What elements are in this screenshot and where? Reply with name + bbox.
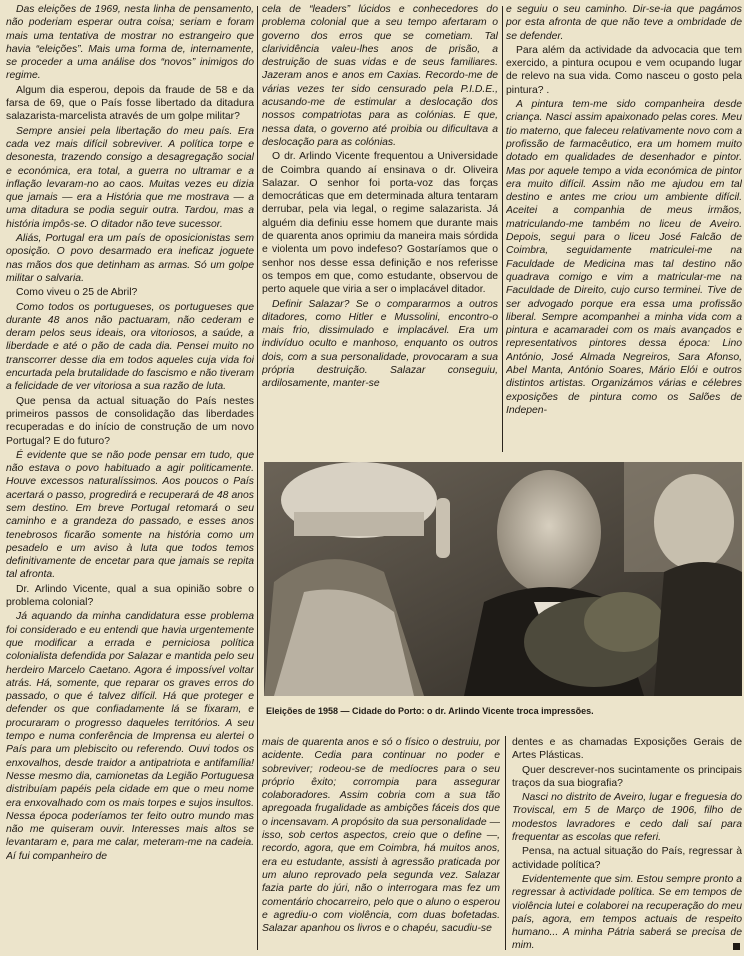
- interview-question: Algum dia esperou, depois da fraude de 58 e da farsa de 69, que o País fosse libertado da ditadura salazarista-marcelista através de um golpe militar?: [6, 84, 254, 123]
- end-mark: [733, 943, 740, 950]
- interview-answer: cela de “leaders” lúcidos e conhecedores do problema colonial que a seu tempo afertaram o governo dos erros que se cometiam. Tal clarividência valeu-lhes anos de prisão, a destruição de suas vidas e de seus familiares. Jazeram anos e anos em Caxias. Recordo-me de várias vezes ter sido censurado pela P.I.D.E., acusando-me de estimular a deslocação dos nossos compatriotas para as colónias. E que, nessa data, o governo até proibia ou dificultava a deslocação para as colónias.: [262, 4, 498, 148]
- interview-answer: Definir Salazar? Se o compararmos a outros ditadores, como Hitler e Mussolini, encontro-o mais frio, dissimulado e implacável. Era um indivíduo oculto e manhoso, enquanto os outros dois, com a sua personalidade, provocaram a sua própria destruição. Salazar conseguiu, ardilosamente, manter-se: [262, 298, 498, 390]
- photo-image: [264, 462, 742, 696]
- article-column-3: [506, 3, 742, 455]
- article-column-1: [6, 3, 254, 953]
- interview-answer: Das eleições de 1969, nesta linha de pensamento, não poderiam esperar outra coisa; seriam e foram mais uma tentativa de mostrar no estrangeiro que havia “eleições”. Mais uma forma de, internamente, se proceder a uma análise dos “novos” inimigos do regime.: [6, 4, 254, 82]
- column-divider: [502, 6, 503, 452]
- interview-answer: Já aquando da minha candidatura esse problema foi considerado e eu entendi que havia urgentemente que modificar a errada e perniciosa política colonialista defendida por Salazar e mantida pelo seu herdeiro Marcelo Caetano. Agora é impossível voltar atrás. Há, somente, que reparar os graves erros do passado, o que é talvez difícil. Há que proteger e defender os que confiadamente lá se fixaram, e procuraram o progresso daqueles territórios. A seu tempo e numa conferência de Imprensa eu alertei o País para um plebiscito ou referendo. Ouvi todos os enxovalhos, desde traidor a antipatriota e antifamília! Nesse mesmo dia, camionetas da Legião Portuguesa distribuíam papéis pela cidade em que o meu nome era enxovalhado com os mais torpes e sujos insultos. Nessa época poderíamos ter feito outro mundo mas não me quiseram ouvir. Interesses mais altos se levantaram e, para me calar, meteram-me na cadeia. Aí fui companheiro de: [6, 611, 254, 862]
- article-column-2: [262, 3, 498, 451]
- interview-answer: mais de quarenta anos e só o físico o destruiu, por acidente. Cedia para continuar no poder e sobreviver; rodeou-se de medíocres para o seu próprio êxito; corrompia para assegurar colaboradores. Assim cobria com a sua tão apregoada frugalidade as ambições fáceis dos que o incensavam. A propósito da sua personalidade — isso, sob certos aspectos, creio que o define —, recordo, agora, que em Coimbra, há muitos anos, era eu estudante, assisti à agressão praticada por um aluno reprovado pela segunda vez. Salazar fazia parte do júri, não o interrogara mas fez um comentário chocarreiro, pelo que o aluno o esperou e agrediu-o com violência, com duas bofetadas. Salazar apanhou os livros e o chapéu, sacudiu-se: [262, 737, 500, 935]
- photo-caption: Eleições de 1958 — Cidade do Porto: o dr. Arlindo Vicente troca impressões.: [266, 706, 594, 716]
- interview-question: Para além da actividade da advocacia que tem exercido, a pintura ocupou e vem ocupando lugar de relevo na sua vida. Como nasceu o gosto pela pintura? .: [506, 44, 742, 96]
- interview-question: dentes e as chamadas Exposições Gerais de Artes Plásticas.: [512, 737, 742, 762]
- article-column-3-lower: [512, 736, 742, 954]
- interview-answer: Evidentemente que sim. Estou sempre pronto a regressar à actividade política. Se em tempos de violência lutei e colaborei na recuperação do meu país, agora, em tempos actuais de respeito humano... A minha Pátria saberá se precisa de mim.: [512, 873, 742, 952]
- column-divider: [505, 736, 506, 950]
- interview-question: O dr. Arlindo Vicente frequentou a Universidade de Coimbra quando aí ensinava o dr. Oliveira Salazar. O senhor foi porta-voz das forças democráticas que em determinada altura tentaram derrubar, pela via legal, o regime salazarista. Já alguém dia definiu esse homem que durante mais de quarenta anos oprimiu da maneira mais sórdida e violenta um povo indefeso? Gostaríamos que o senhor nos desse essa definição e nos referisse os tempos em que, como estudante, observou de perto aquele que viria a ser o implacável ditador.: [262, 151, 498, 296]
- interview-answer: Aliás, Portugal era um país de oposicionistas sem oposição. O povo desarmado era ineficaz joguete nas mãos dos que detinham as armas. Só um golpe militar o salvaria.: [6, 233, 254, 284]
- interview-question: Dr. Arlindo Vicente, qual a sua opinião sobre o problema colonial?: [6, 583, 254, 609]
- column-divider: [257, 6, 258, 950]
- interview-question: Quer descrever-nos sucintamente os principais traços da sua biografia?: [512, 764, 742, 789]
- interview-answer: Sempre ansiei pela libertação do meu país. Era cada vez mais difícil sobreviver. A política torpe e desonesta, trazendo consigo a desagregação social e económica, era total, a guerra no ultramar e a inflação levaram-no ao caos. Muitas vezes eu dizia que jamais — era a História que me mostrava — a uma ditadura se podia seguir outra. Tardou, mas a história impôs-se. O ditador não teve sucessor.: [6, 125, 254, 230]
- interview-answer: Como todos os portugueses, os portugueses que durante 48 anos não pactuaram, não cederam e deram pelos seus ideais, ora vitoriosos, a saúde, a liberdade e até o pão de cada dia. Pensei muito no transcorrer desse dia em todos aqueles cuja vida foi encurtada pela brutalidade do fascismo e não tiveram a felicidade de ver vitoriosa a sua razão de luta.: [6, 301, 254, 393]
- interview-question: Que pensa da actual situação do País nestes primeiros passos de consolidação das liberdades recuperadas e do início de construção de um novo Portugal? E do futuro?: [6, 395, 254, 447]
- photo-election-1958: [264, 462, 742, 696]
- interview-answer: e seguiu o seu caminho. Dir-se-ia que pagámos por esta afronta de que não teve a ombridade de se defender.: [506, 4, 742, 42]
- interview-question: Pensa, na actual situação do País, regressar à actividade política?: [512, 846, 742, 871]
- interview-question: Como viveu o 25 de Abril?: [16, 287, 138, 299]
- article-column-2-lower: [262, 736, 500, 954]
- interview-answer: Nasci no distrito de Aveiro, lugar e freguesia do Troviscal, em 5 de Março de 1906, filho de modestos lavradores e cedo dali saí para frequentar as escolas que referi.: [512, 792, 742, 844]
- interview-answer: A pintura tem-me sido companheira desde criança. Nasci assim apaixonado pelas cores. Meu tio materno, que faleceu relativamente novo com a profissão de farmacêutico, era um homem muito dotado em qualidades de desenhador e pintor. Mas por aquele tempo a vida económica de pintor era muito difícil. Assim não me ajudou em tal destino e antes me criou um ambiente difícil. Aceitei a companhia de meus irmãos, matriculando-me também no liceu de Aveiro. Depois, segui para o liceu José Falcão de Coimbra, seguidamente matriculei-me na Faculdade de Medicina mas tal destino não quadrava comigo e vim a matricular-me na Faculdade de Direito, cujo curso terminei. Tive de ser advogado porque era essa uma profissão liberal. Sempre acompanhei a minha vida com a pintura e acamaradei com os mais avançados e representativos pintores dessa época: Lino António, José Almada Negreiros, Sara Afonso, Abel Manta, António Soares, Mário Elói e outros distintos artistas. Organizámos várias e célebres exposições de pintura como os Salões de Indepen-: [506, 99, 742, 416]
- interview-answer: É evidente que se não pode pensar em tudo, que não estava o povo habituado a agir politicamente. Houve excessos naturalíssimos. Aos poucos o País acertará o passo, progredirá e recuperará de 48 anos sem destino. Em breve Portugal retomará o seu caminho e a grandeza do passado, e esses anos tenebrosos ficarão somente na história como um pesadelo e um aviso à luta que todos temos definitivamente de encetar para que jamais se repita tal afronta.: [6, 449, 254, 581]
